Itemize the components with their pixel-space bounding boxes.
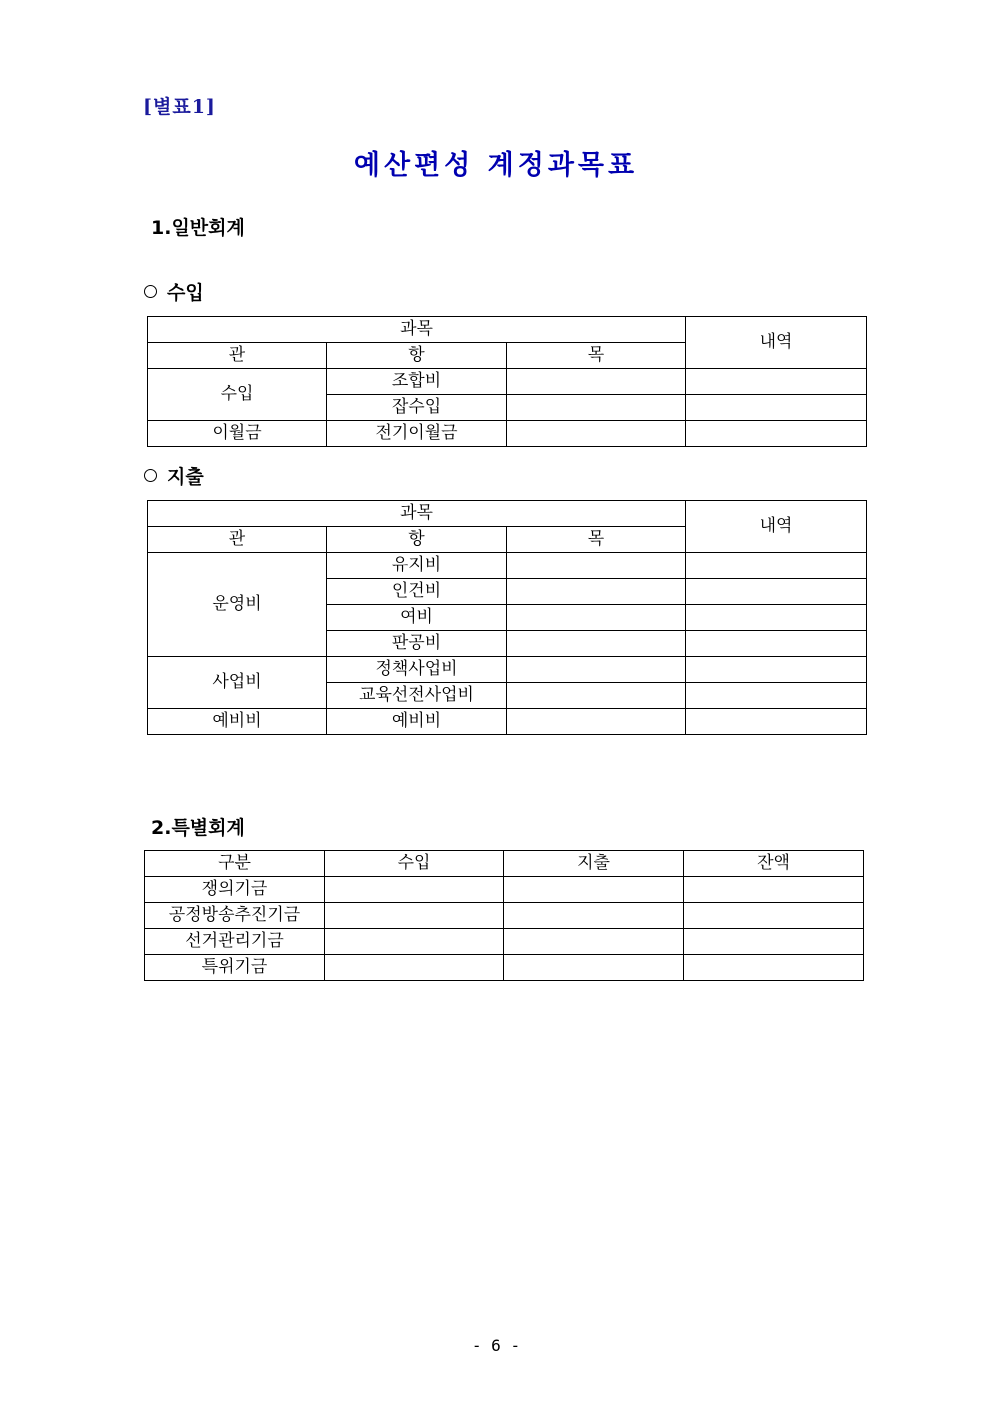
mok-cell — [507, 605, 686, 631]
gwan-cell: 운영비 — [148, 553, 327, 657]
expense-cell — [504, 903, 684, 929]
table-row — [145, 903, 864, 929]
special-account-table — [144, 850, 864, 981]
subject-header: 과목 — [148, 317, 686, 343]
detail-cell — [686, 657, 867, 683]
balance-cell — [684, 955, 864, 981]
table-row — [148, 369, 867, 395]
hang-cell: 전기이월금 — [327, 421, 507, 447]
mok-cell — [507, 683, 686, 709]
table-row — [148, 553, 867, 579]
gwan-cell: 수입 — [148, 369, 327, 421]
fund-name-cell: 공정방송추진기금 — [145, 903, 325, 929]
subject-header: 과목 — [148, 501, 686, 527]
income-table — [147, 316, 867, 447]
detail-cell — [686, 553, 867, 579]
gwan-cell: 예비비 — [148, 709, 327, 735]
gwan-header: 관 — [148, 527, 327, 553]
table-row — [145, 929, 864, 955]
expense-cell — [504, 955, 684, 981]
hang-header: 항 — [327, 343, 507, 369]
appendix-label: [별표1] — [143, 96, 216, 118]
hang-cell: 판공비 — [327, 631, 507, 657]
table-row — [148, 709, 867, 735]
special-account-heading: 2.특별회계 — [151, 817, 245, 839]
mok-cell — [507, 709, 686, 735]
detail-header: 내역 — [686, 501, 867, 553]
expense-cell — [504, 929, 684, 955]
hang-cell: 정책사업비 — [327, 657, 507, 683]
mok-cell — [507, 579, 686, 605]
detail-cell — [686, 631, 867, 657]
document-title: 예산편성 계정과목표 — [353, 150, 639, 181]
column-header: 수입 — [325, 851, 504, 877]
balance-cell — [684, 877, 864, 903]
detail-cell — [686, 579, 867, 605]
expense-heading — [144, 462, 204, 489]
gwan-cell: 이월금 — [148, 421, 327, 447]
mok-header: 목 — [507, 343, 686, 369]
fund-name-cell: 쟁의기금 — [145, 877, 325, 903]
expense-cell — [504, 877, 684, 903]
column-header: 지출 — [504, 851, 684, 877]
detail-cell — [686, 683, 867, 709]
table-row — [145, 877, 864, 903]
fund-name-cell: 선거관리기금 — [145, 929, 325, 955]
detail-cell — [686, 605, 867, 631]
hang-cell: 유지비 — [327, 553, 507, 579]
circle-bullet-icon — [144, 285, 157, 298]
hang-cell: 조합비 — [327, 369, 507, 395]
mok-cell — [507, 657, 686, 683]
detail-cell — [686, 421, 867, 447]
detail-cell — [686, 369, 867, 395]
hang-cell: 여비 — [327, 605, 507, 631]
table-row — [148, 657, 867, 683]
income-heading-label: 수입 — [167, 282, 204, 304]
balance-cell — [684, 903, 864, 929]
page-number: - 6 - — [471, 1336, 521, 1355]
special-header-row — [145, 851, 864, 877]
income-heading — [144, 278, 204, 305]
income-cell — [325, 903, 504, 929]
expense-table — [147, 500, 867, 735]
table-row — [145, 955, 864, 981]
hang-cell: 인건비 — [327, 579, 507, 605]
column-header: 구분 — [145, 851, 325, 877]
income-cell — [325, 955, 504, 981]
detail-header: 내역 — [686, 317, 867, 369]
gwan-cell: 사업비 — [148, 657, 327, 709]
gwan-header: 관 — [148, 343, 327, 369]
table-row — [148, 421, 867, 447]
expense-heading-label: 지출 — [167, 466, 204, 488]
mok-cell — [507, 395, 686, 421]
mok-cell — [507, 553, 686, 579]
mok-header: 목 — [507, 527, 686, 553]
general-account-heading: 1.일반회계 — [151, 217, 245, 239]
mok-cell — [507, 369, 686, 395]
fund-name-cell: 특위기금 — [145, 955, 325, 981]
balance-cell — [684, 929, 864, 955]
hang-header: 항 — [327, 527, 507, 553]
circle-bullet-icon — [144, 469, 157, 482]
hang-cell: 예비비 — [327, 709, 507, 735]
detail-cell — [686, 395, 867, 421]
column-header: 잔액 — [684, 851, 864, 877]
mok-cell — [507, 631, 686, 657]
hang-cell: 잡수입 — [327, 395, 507, 421]
mok-cell — [507, 421, 686, 447]
income-cell — [325, 877, 504, 903]
detail-cell — [686, 709, 867, 735]
hang-cell: 교육선전사업비 — [327, 683, 507, 709]
income-cell — [325, 929, 504, 955]
